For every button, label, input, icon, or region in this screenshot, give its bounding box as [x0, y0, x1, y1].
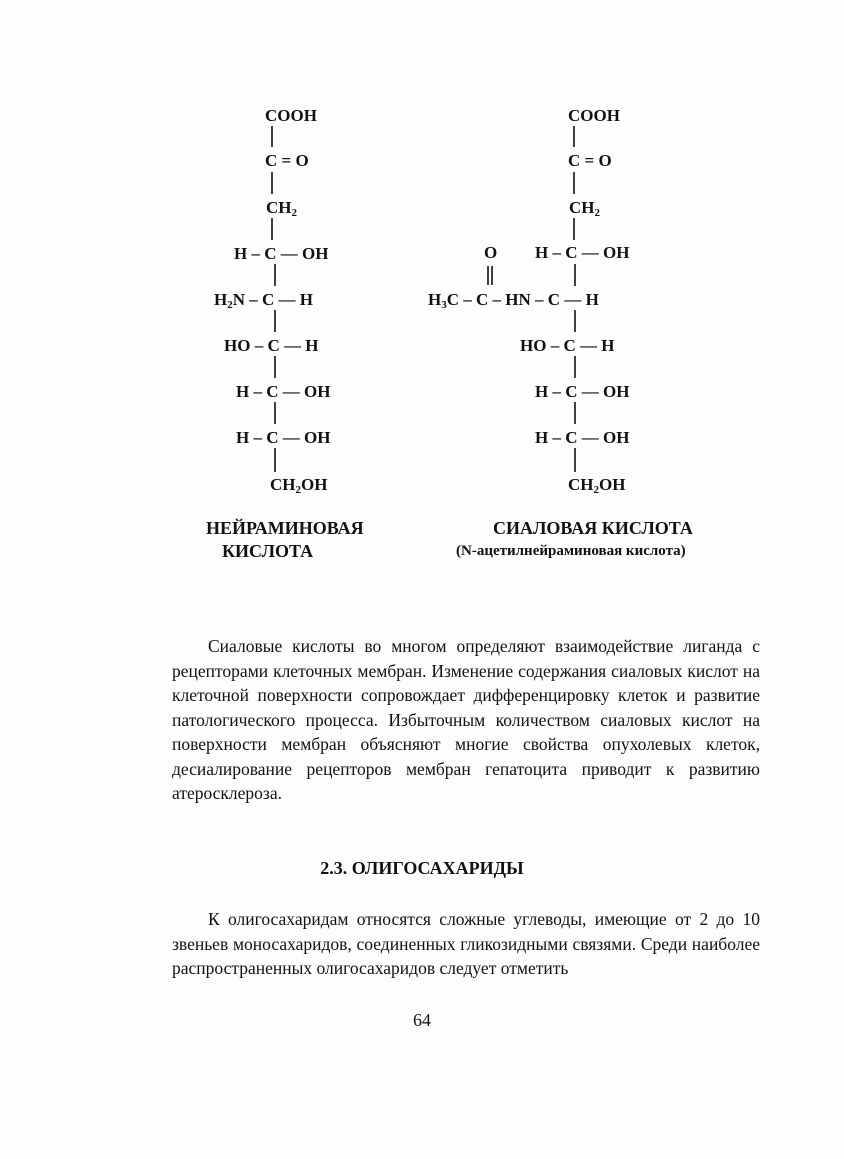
- neuraminic-row-5: H – C — OH: [236, 428, 331, 447]
- sialic-row-5: H – C — OH: [535, 428, 630, 447]
- section-heading: 2.3. ОЛИГОСАХАРИДЫ: [320, 858, 524, 878]
- neuraminic-row-1: H – C — OH: [234, 244, 329, 263]
- neuraminic-c-o: C = O: [265, 151, 309, 170]
- sialic-caption-1: СИАЛОВАЯ КИСЛОТА: [493, 518, 693, 538]
- neuraminic-ch2oh: $CH_2OH$: [270, 475, 328, 496]
- sialic-acetyl-oxygen: O: [484, 243, 498, 262]
- paragraph-oligosaccharides: К олигосахаридам относятся сложные углеводы, имеющие от 2 до 10 звеньев моносахаридов, соединенных гликозидными связями. Среди наиболее распространенных олигосахаридов следует отметить: [172, 909, 760, 978]
- sialic-row-2: $H_3C$ – C – HN – C — H: [428, 290, 599, 311]
- sialic-ch2oh: $CH_2OH$: [568, 475, 626, 496]
- sialic-c-o: C = O: [568, 151, 612, 170]
- sialic-ch2: $CH_2$: [569, 198, 600, 219]
- paragraph-sialic-acids: Сиаловые кислоты во многом определяют взаимодействие лиганда с рецепторами клеточных мембран. Изменение содержания сиаловых кислот на клеточной поверхности сопровождает дифференцировку клеток и развитие патологического процесса. Избыточным количеством сиаловых кислот на поверхности мембран объясняют многие свойства опухолевых клеток, десиалирование рецепторов мембран гепатоцита приводит к развитию атеросклероза.: [172, 636, 760, 803]
- neuraminic-cooh: COOH: [265, 106, 317, 125]
- neuraminic-row-2: $H_2N$ – C — H: [214, 290, 314, 311]
- sialic-cooh: COOH: [568, 106, 620, 125]
- neuraminic-caption-1: НЕЙРАМИНОВАЯ: [206, 518, 364, 538]
- neuraminic-ch2: $CH_2$: [266, 198, 297, 219]
- sialic-row-3: HO – C — H: [520, 336, 615, 355]
- sialic-row-1: H – C — OH: [535, 243, 630, 262]
- page-number: 64: [413, 1010, 431, 1030]
- neuraminic-caption-2: КИСЛОТА: [222, 541, 314, 561]
- sialic-row-4: H – C — OH: [535, 382, 630, 401]
- neuraminic-row-3: HO – C — H: [224, 336, 319, 355]
- neuraminic-row-4: H – C — OH: [236, 382, 331, 401]
- sialic-caption-2: (N-ацетилнейраминовая кислота): [456, 543, 686, 559]
